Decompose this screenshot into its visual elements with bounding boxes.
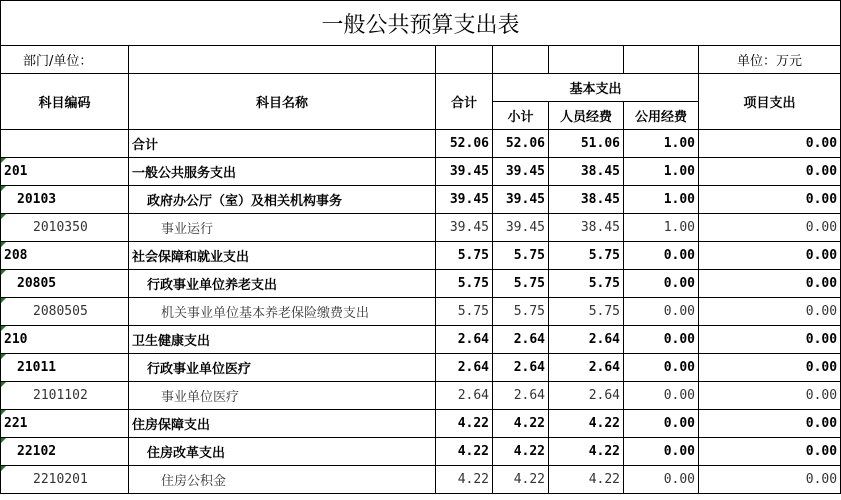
subtotal-cell[interactable]: 5.75 — [493, 270, 549, 298]
subtotal-cell[interactable]: 4.22 — [493, 410, 549, 438]
public-cell[interactable]: 0.00 — [624, 354, 699, 382]
header-total: 合计 — [436, 74, 493, 130]
total-cell[interactable]: 5.75 — [436, 298, 493, 326]
total-cell[interactable]: 2.64 — [436, 382, 493, 410]
personnel-cell[interactable]: 5.75 — [549, 298, 624, 326]
code-cell[interactable] — [1, 130, 129, 158]
project-cell[interactable]: 0.00 — [699, 326, 841, 354]
name-cell[interactable]: 事业单位医疗 — [129, 382, 436, 410]
page-title: 一般公共预算支出表 — [1, 1, 841, 46]
empty-cell[interactable] — [436, 46, 493, 74]
code-cell[interactable]: 208 — [1, 242, 129, 270]
table-row — [1, 354, 841, 382]
empty-cell[interactable] — [549, 46, 624, 74]
personnel-cell[interactable]: 4.22 — [549, 466, 624, 494]
subtotal-cell[interactable]: 4.22 — [493, 438, 549, 466]
header-name: 科目名称 — [129, 74, 436, 130]
public-cell[interactable]: 0.00 — [624, 298, 699, 326]
total-cell[interactable]: 5.75 — [436, 242, 493, 270]
public-cell[interactable]: 0.00 — [624, 382, 699, 410]
total-cell[interactable]: 4.22 — [436, 466, 493, 494]
subtotal-cell[interactable]: 52.06 — [493, 130, 549, 158]
name-cell[interactable]: 行政事业单位养老支出 — [129, 270, 436, 298]
project-cell[interactable]: 0.00 — [699, 298, 841, 326]
table-row — [1, 130, 841, 158]
project-cell[interactable]: 0.00 — [699, 466, 841, 494]
code-cell[interactable]: 201 — [1, 158, 129, 186]
public-cell[interactable]: 1.00 — [624, 214, 699, 242]
table-row — [1, 382, 841, 410]
subtotal-cell[interactable]: 2.64 — [493, 326, 549, 354]
table-row — [1, 186, 841, 214]
public-cell[interactable]: 1.00 — [624, 130, 699, 158]
public-cell[interactable]: 0.00 — [624, 410, 699, 438]
name-cell[interactable]: 住房改革支出 — [129, 438, 436, 466]
personnel-cell[interactable]: 4.22 — [549, 410, 624, 438]
personnel-cell[interactable]: 38.45 — [549, 214, 624, 242]
header-code: 科目编码 — [1, 74, 129, 130]
subtotal-cell[interactable]: 2.64 — [493, 382, 549, 410]
subtotal-cell[interactable]: 2.64 — [493, 354, 549, 382]
header-project: 项目支出 — [699, 74, 841, 130]
table-row — [1, 410, 841, 438]
code-cell[interactable]: 22102 — [1, 438, 129, 466]
project-cell[interactable]: 0.00 — [699, 382, 841, 410]
public-cell[interactable]: 0.00 — [624, 242, 699, 270]
total-cell[interactable]: 5.75 — [436, 270, 493, 298]
total-cell[interactable]: 52.06 — [436, 130, 493, 158]
code-cell[interactable]: 2010350 — [1, 214, 129, 242]
empty-cell[interactable] — [624, 46, 699, 74]
public-cell[interactable]: 1.00 — [624, 186, 699, 214]
code-cell[interactable]: 210 — [1, 326, 129, 354]
personnel-cell[interactable]: 5.75 — [549, 270, 624, 298]
code-cell[interactable]: 2101102 — [1, 382, 129, 410]
table-row — [1, 298, 841, 326]
name-cell[interactable]: 政府办公厅（室）及相关机构事务 — [129, 186, 436, 214]
code-cell[interactable]: 2080505 — [1, 298, 129, 326]
name-cell[interactable]: 合计 — [129, 130, 436, 158]
name-cell[interactable]: 卫生健康支出 — [129, 326, 436, 354]
total-cell[interactable]: 2.64 — [436, 354, 493, 382]
name-cell[interactable]: 机关事业单位基本养老保险缴费支出 — [129, 298, 436, 326]
dept-label: 部门/单位： — [1, 46, 129, 74]
subtotal-cell[interactable]: 39.45 — [493, 158, 549, 186]
project-cell[interactable]: 0.00 — [699, 130, 841, 158]
table-row — [1, 438, 841, 466]
unit-label: 单位：万元 — [699, 46, 841, 74]
code-cell[interactable]: 20103 — [1, 186, 129, 214]
name-cell[interactable]: 住房公积金 — [129, 466, 436, 494]
header-personnel: 人员经费 — [549, 102, 624, 130]
code-cell[interactable]: 21011 — [1, 354, 129, 382]
total-cell[interactable]: 39.45 — [436, 186, 493, 214]
code-cell[interactable]: 221 — [1, 410, 129, 438]
total-cell[interactable]: 39.45 — [436, 214, 493, 242]
code-cell[interactable]: 2210201 — [1, 466, 129, 494]
total-cell[interactable]: 4.22 — [436, 410, 493, 438]
project-cell[interactable]: 0.00 — [699, 186, 841, 214]
name-cell[interactable]: 社会保障和就业支出 — [129, 242, 436, 270]
personnel-cell[interactable]: 5.75 — [549, 242, 624, 270]
personnel-cell[interactable]: 38.45 — [549, 158, 624, 186]
project-cell[interactable]: 0.00 — [699, 158, 841, 186]
name-cell[interactable]: 住房保障支出 — [129, 410, 436, 438]
total-cell[interactable]: 39.45 — [436, 158, 493, 186]
subtotal-cell[interactable]: 4.22 — [493, 466, 549, 494]
project-cell[interactable]: 0.00 — [699, 354, 841, 382]
personnel-cell[interactable]: 4.22 — [549, 438, 624, 466]
name-cell[interactable]: 行政事业单位医疗 — [129, 354, 436, 382]
table-row — [1, 270, 841, 298]
personnel-cell[interactable]: 51.06 — [549, 130, 624, 158]
personnel-cell[interactable]: 2.64 — [549, 382, 624, 410]
header-subtotal: 小计 — [493, 102, 549, 130]
public-cell[interactable]: 0.00 — [624, 270, 699, 298]
header-basic: 基本支出 — [493, 74, 699, 102]
header-public: 公用经费 — [624, 102, 699, 130]
subtotal-cell[interactable]: 5.75 — [493, 242, 549, 270]
name-cell[interactable]: 事业运行 — [129, 214, 436, 242]
personnel-cell[interactable]: 38.45 — [549, 186, 624, 214]
public-cell[interactable]: 0.00 — [624, 326, 699, 354]
total-cell[interactable]: 4.22 — [436, 438, 493, 466]
project-cell[interactable]: 0.00 — [699, 410, 841, 438]
table-row — [1, 158, 841, 186]
subtotal-cell[interactable]: 39.45 — [493, 186, 549, 214]
name-cell[interactable]: 一般公共服务支出 — [129, 158, 436, 186]
empty-cell[interactable] — [493, 46, 549, 74]
personnel-cell[interactable]: 2.64 — [549, 326, 624, 354]
table-row — [1, 466, 841, 494]
project-cell[interactable]: 0.00 — [699, 242, 841, 270]
public-cell[interactable]: 0.00 — [624, 438, 699, 466]
project-cell[interactable]: 0.00 — [699, 270, 841, 298]
subtotal-cell[interactable]: 5.75 — [493, 298, 549, 326]
dept-value-cell[interactable] — [129, 46, 436, 74]
table-row — [1, 242, 841, 270]
subtotal-cell[interactable]: 39.45 — [493, 214, 549, 242]
code-cell[interactable]: 20805 — [1, 270, 129, 298]
personnel-cell[interactable]: 2.64 — [549, 354, 624, 382]
public-cell[interactable]: 0.00 — [624, 466, 699, 494]
total-cell[interactable]: 2.64 — [436, 326, 493, 354]
project-cell[interactable]: 0.00 — [699, 438, 841, 466]
table-row — [1, 326, 841, 354]
public-cell[interactable]: 1.00 — [624, 158, 699, 186]
project-cell[interactable]: 0.00 — [699, 214, 841, 242]
table-row — [1, 214, 841, 242]
